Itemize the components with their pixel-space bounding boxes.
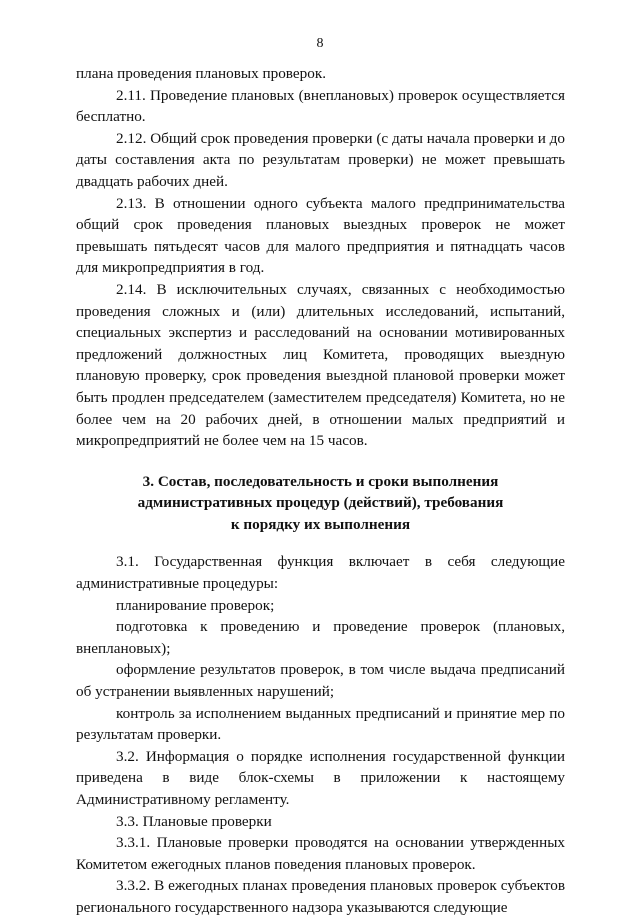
- paragraph-2-11: 2.11. Проведение плановых (внеплановых) проверок осуществляется бесплатно.: [76, 86, 565, 126]
- paragraph-2-14: 2.14. В исключительных случаях, связанных с необходимостью проведения сложных и (или) длительных исследований, испытаний, специальных экспертиз и расследований на основании мотивированных предложений должностных лиц Комитета, проводящих выездную плановую проверку, срок проведения выездной плановой проверки может быть продлен председателем (заместителем председателя) Комитета, но не более чем на 20 рабочих дней, в отношении малых предприятий и микропредприятий не более чем на 15 часов.: [76, 280, 565, 450]
- paragraph-3-3: 3.3. Плановые проверки: [116, 812, 272, 830]
- section-heading-line: административных процедур (действий), требования: [137, 494, 504, 512]
- list-item-control: контроль за исполнением выданных предписаний и принятие мер по результатам проверки.: [76, 704, 565, 744]
- document-body: [76, 63, 565, 919]
- paragraph-3-3-1: 3.3.1. Плановые проверки проводятся на основании утвержденных Комитетом ежегодных планов поведения плановых проверок.: [76, 834, 565, 873]
- list-item-planning: планирование проверок;: [116, 596, 275, 614]
- paragraph-3-1: 3.1. Государственная функция включает в себя следующие административные процедуры:: [76, 553, 565, 593]
- section-heading-line: к порядку их выполнения: [230, 515, 411, 533]
- paragraph-continuation: плана проведения плановых проверок.: [76, 65, 326, 82]
- section-3-heading: [76, 471, 565, 536]
- paragraph-2-12: 2.12. Общий срок проведения проверки (с даты начала проверки и до даты составления акта по результатам проверки) не может превышать двадцать рабочих дней.: [76, 129, 565, 190]
- paragraph-3-2: 3.2. Информация о порядке исполнения государственной функции приведена в виде блок-схемы в приложении к настоящему Административному регламенту.: [76, 747, 565, 808]
- paragraph-2-13: 2.13. В отношении одного субъекта малого предпринимательства общий срок проведения плановых выездных проверок не может превышать пятьдесят часов для малого предприятия и пятнадцать часов для микропредприятия в год.: [76, 194, 565, 277]
- paragraph-3-3-2: 3.3.2. В ежегодных планах проведения плановых проверок субъектов регионального государственного надзора указываются следующие: [76, 877, 565, 916]
- page-number: 8: [316, 36, 324, 51]
- list-item-results: оформление результатов проверок, в том числе выдача предписаний об устранении выявленных нарушений;: [76, 661, 565, 701]
- list-item-preparation: подготовка к проведению и проведение проверок (плановых, внеплановых);: [76, 618, 565, 657]
- section-heading-line: 3. Состав, последовательность и сроки выполнения: [142, 472, 499, 490]
